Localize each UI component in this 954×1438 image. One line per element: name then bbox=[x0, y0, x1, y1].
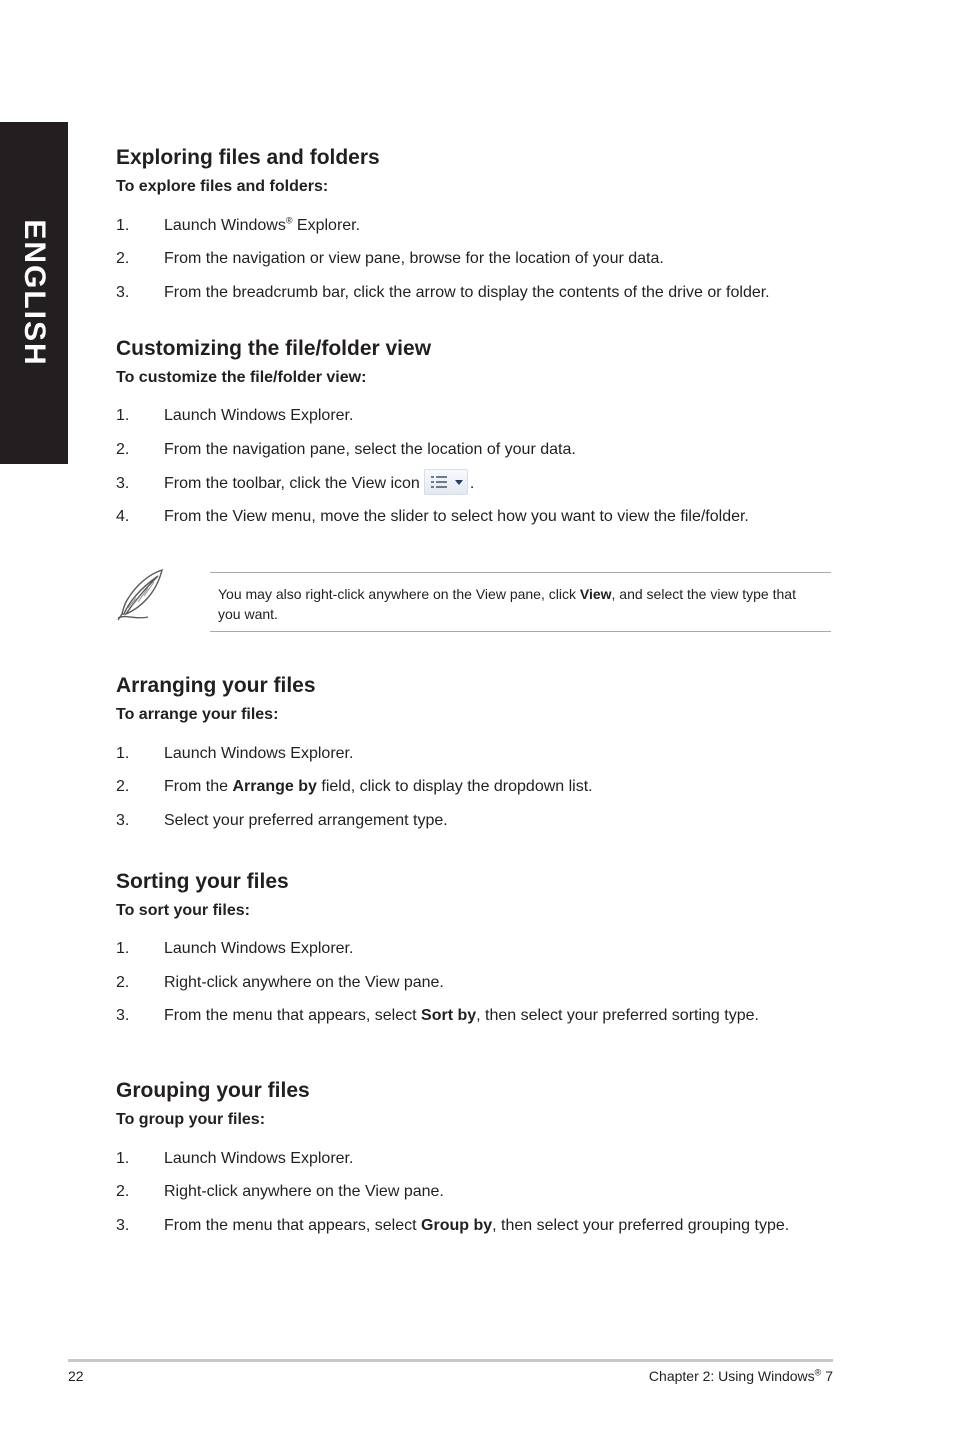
page-number: 22 bbox=[68, 1368, 84, 1384]
language-tab-label: ENGLISH bbox=[18, 219, 51, 367]
list-item: 1. Launch Windows® Explorer. bbox=[116, 215, 361, 234]
section-sorting bbox=[116, 869, 832, 921]
list-item: 3. From the menu that appears, select Group by, then select your preferred grouping type. bbox=[116, 1217, 790, 1234]
note-text: You may also right-click anywhere on the View pane, click View, and select the view type that you want. bbox=[218, 586, 796, 622]
section-title: Grouping your files bbox=[116, 1079, 310, 1102]
section-customizing bbox=[116, 336, 832, 388]
list-item: 1. Launch Windows Explorer. bbox=[116, 745, 354, 762]
language-tab bbox=[0, 122, 68, 464]
section-subtitle: To group your files: bbox=[116, 1111, 266, 1128]
chapter-label: Chapter 2: Using Windows® 7 bbox=[648, 1367, 833, 1384]
footer-divider bbox=[68, 1359, 833, 1362]
section-title: Arranging your files bbox=[116, 674, 316, 697]
steps-customizing bbox=[116, 405, 832, 528]
list-item: 3. From the toolbar, click the View icon . bbox=[116, 473, 832, 495]
section-subtitle: To arrange your files: bbox=[116, 706, 279, 723]
list-item: 1. Launch Windows Explorer. bbox=[116, 407, 354, 424]
note-box bbox=[210, 572, 831, 632]
section-exploring bbox=[116, 145, 832, 197]
section-subtitle: To customize the file/folder view: bbox=[116, 369, 367, 386]
list-item: 1. Launch Windows Explorer. bbox=[116, 1150, 354, 1167]
section-grouping bbox=[116, 1078, 832, 1130]
list-item: 4. From the View menu, move the slider to select how you want to view the file/folder. bbox=[116, 508, 749, 526]
list-item: 3. From the menu that appears, select Sort by, then select your preferred sorting type. bbox=[116, 1007, 759, 1024]
list-item: 3. Select your preferred arrangement type. bbox=[116, 812, 448, 829]
feather-quill-icon bbox=[114, 568, 168, 622]
section-subtitle: To sort your files: bbox=[116, 902, 250, 919]
steps-sorting bbox=[116, 938, 832, 1027]
list-item: 2. Right-click anywhere on the View pane. bbox=[116, 1183, 444, 1200]
section-subtitle: To explore files and folders: bbox=[116, 178, 329, 195]
steps-grouping bbox=[116, 1148, 816, 1237]
list-item: 2. From the navigation or view pane, browse for the location of your data. bbox=[116, 250, 664, 267]
steps-exploring bbox=[116, 215, 832, 304]
list-item: 2. From the navigation pane, select the location of your data. bbox=[116, 441, 576, 458]
section-title: Customizing the file/folder view bbox=[116, 337, 432, 360]
list-item: 1. Launch Windows Explorer. bbox=[116, 940, 354, 957]
steps-arranging bbox=[116, 743, 832, 832]
list-item: 3. From the breadcrumb bar, click the arrow to display the contents of the drive or folder. bbox=[116, 284, 770, 301]
list-item: 2. From the Arrange by field, click to display the dropdown list. bbox=[116, 778, 593, 795]
section-arranging bbox=[116, 673, 832, 725]
list-item: 2. Right-click anywhere on the View pane. bbox=[116, 974, 444, 991]
section-title: Exploring files and folders bbox=[116, 146, 380, 169]
section-title: Sorting your files bbox=[116, 870, 289, 893]
view-list-icon bbox=[424, 469, 468, 495]
chevron-down-icon bbox=[455, 480, 463, 485]
